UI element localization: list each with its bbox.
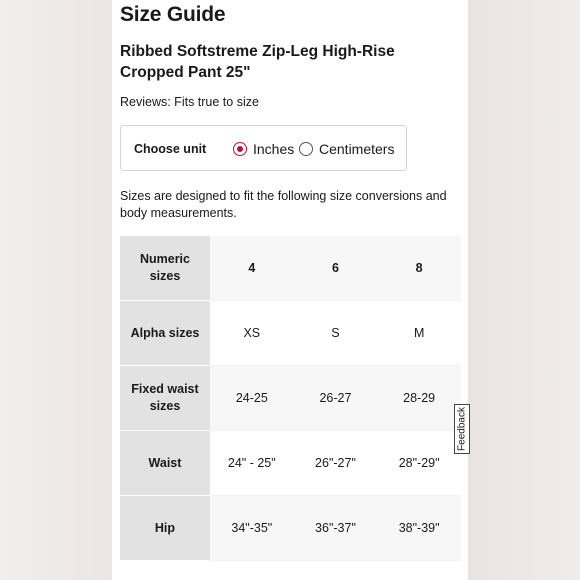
table-cell: 34"-35" xyxy=(210,496,294,561)
table-cell: 4 xyxy=(210,236,294,301)
table-cell: 24-25 xyxy=(210,366,294,431)
table-cell: 36"-37" xyxy=(294,496,378,561)
row-header: Alpha sizes xyxy=(120,301,210,366)
table-cell: M xyxy=(377,301,461,366)
radio-inches-label[interactable]: Inches xyxy=(253,141,295,157)
table-cell: 26-27 xyxy=(294,366,378,431)
background-left xyxy=(0,0,112,580)
page-title: Size Guide xyxy=(120,3,226,26)
background-right xyxy=(468,0,580,580)
feedback-button[interactable] xyxy=(454,404,470,454)
radio-centimeters-label[interactable]: Centimeters xyxy=(319,141,395,157)
table-cell: 24" - 25" xyxy=(210,431,294,496)
table-row xyxy=(120,301,461,366)
row-header: Numeric sizes xyxy=(120,236,210,301)
size-description: Sizes are designed to fit the following size conversions and body measurements. xyxy=(120,189,447,220)
radio-inches[interactable] xyxy=(233,142,247,156)
row-header: Fixed waist sizes xyxy=(120,366,210,431)
size-table-scroll[interactable] xyxy=(120,236,461,566)
row-header: Waist xyxy=(120,431,210,496)
radio-centimeters[interactable] xyxy=(299,142,313,156)
table-cell: 28"-29" xyxy=(377,431,461,496)
feedback-label: Feedback xyxy=(456,407,468,451)
product-name: Ribbed Softstreme Zip-Leg High-Rise Cropped Pant 25" xyxy=(120,43,395,81)
table-cell: 8 xyxy=(377,236,461,301)
table-row xyxy=(120,366,461,431)
table-cell: 6 xyxy=(294,236,378,301)
unit-selector xyxy=(120,125,407,171)
size-guide-panel xyxy=(112,0,468,580)
table-cell: 38"-39" xyxy=(377,496,461,561)
size-table xyxy=(120,236,461,561)
unit-selector-label: Choose unit xyxy=(134,142,207,156)
table-row xyxy=(120,496,461,561)
table-cell: 28-29 xyxy=(377,366,461,431)
reviews-text: Reviews: Fits true to size xyxy=(120,95,259,109)
table-row xyxy=(120,236,461,301)
table-cell: 26"-27" xyxy=(294,431,378,496)
table-row xyxy=(120,431,461,496)
table-cell: S xyxy=(294,301,378,366)
table-cell: XS xyxy=(210,301,294,366)
row-header: Hip xyxy=(120,496,210,561)
